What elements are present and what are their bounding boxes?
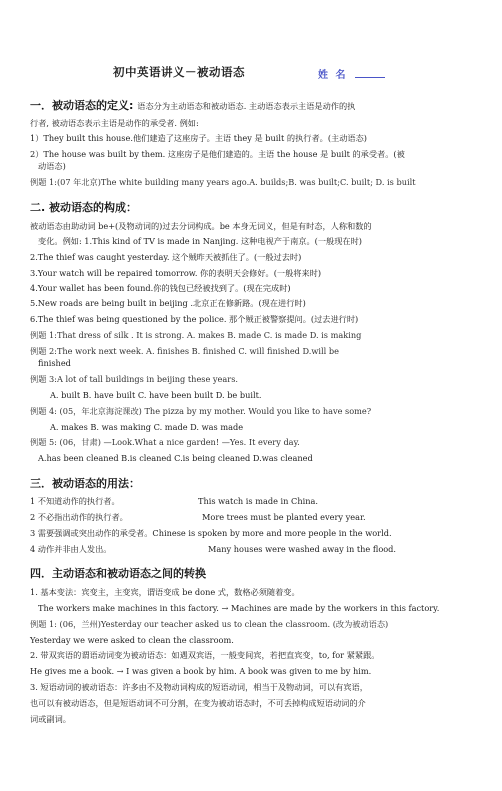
s3-use-2: 2 不必指出动作的执行者。 More trees must be planted every year. <box>30 512 366 522</box>
s2-line-5: 4.Your wallet has been found.你的钱包已经被找到了。(现在完成时) <box>30 283 291 293</box>
title-row <box>0 64 502 80</box>
s1-exercise-1: 例题 1:(07 年北京)The white building many years ago.A. builds;B. was built;C. built; D. is built <box>30 177 416 187</box>
s2-line-3: 2.The thief was caught yesterday. 这个贼昨天被抓住了。(一般过去时) <box>30 252 302 262</box>
s4-rule-3: 3. 短语动词的被动语态：许多由不及物动词构成的短语动词，相当于及物动词，可以有宾语， <box>30 682 368 692</box>
s2-exercise-1: 例题 1:That dress of silk . It is strong. A. makes B. made C. is made D. is making <box>30 330 362 340</box>
s4-rule-1: 1. 基本变法：宾变主，主变宾，谓语变成 be done 式，数格必须随着变。 <box>30 587 300 597</box>
s2-line-7: 6.The thief was being questioned by the police. 那个贼正被警察提问。(过去进行时) <box>30 314 359 324</box>
s4-rule-1-example: The workers make machines in this factory. → Machines are made by the workers in this factory. <box>38 603 440 613</box>
section-2-heading: 二. 被动语态的构成： <box>30 201 138 214</box>
s4-rule-3-cont2: 词或副词。 <box>30 714 71 724</box>
page-title: 初中英语讲义－被动语态 <box>113 65 245 79</box>
s4-rule-2: 2. 带双宾语的谓语动词变为被动语态：如遇双宾语，一般变间宾，若把直宾变，to, for 紧紧跟。 <box>30 650 380 660</box>
s1-def-line2: 行者, 被动语态表示主语是动作的承受者. 例如: <box>30 118 199 128</box>
s2-exercise-5: 例题 5: (06，甘肃) —Look.What a nice garden! —Yes. It every day. <box>30 437 300 447</box>
name-label: 姓 名 <box>318 70 348 81</box>
s2-exercise-2-cont: finished <box>38 358 71 368</box>
s1-example-2: 2）The house was built by them. 这座房子是他们建造的。主语 the house 是 built 的承受者。(被 <box>30 149 405 159</box>
s2-exercise-3: 例题 3:A lot of tall buildings in beijing these years. <box>30 374 239 384</box>
s1-example-1: 1）They built this house.他们建造了这座房子。主语 they 是 built 的执行者。(主动语态) <box>30 133 367 143</box>
s2-exercise-3-options: A. built B. have built C. have been built D. be built. <box>50 390 262 400</box>
s2-exercise-4: 例题 4: (05，年北京海淀课改) The pizza by my mother. Would you like to have some? <box>30 406 372 416</box>
s4-rule-2-example: He gives me a book. → I was given a book by him. A book was given to me by him. <box>30 666 372 676</box>
s4-exercise-1-answer: Yesterday we were asked to clean the classroom. <box>30 635 234 645</box>
s2-line-4: 3.Your watch will be repaired tomorrow. 你的表明天会修好。(一般将来时) <box>30 268 322 278</box>
s4-exercise-1: 例题 1: (06，兰州)Yesterday our teacher asked us to clean the classroom. (改为被动语态) <box>30 619 389 629</box>
s2-line-6: 5.New roads are being built in beijing .北京正在修新路。(现在进行时) <box>30 298 306 308</box>
s3-use-4: 4 动作并非由人发出。 Many houses were washed away in the flood. <box>30 544 397 554</box>
s3-use-3: 3 需要强调或突出动作的承受者。Chinese is spoken by more and more people in the world. <box>30 528 392 538</box>
s2-line-2: 变化。例如: 1.This kind of TV is made in Nanjing. 这种电视产于南京。(一般现在时) <box>38 236 362 246</box>
s3-use-1: 1 不知道动作的执行者。 This watch is made in China. <box>30 496 318 506</box>
s4-rule-3-cont: 也可以有被动语态，但是短语动词不可分割，在变为被动语态时，不可丢掉构成短语动词的介 <box>30 698 366 708</box>
s2-exercise-5-options: A.has been cleaned B.is cleaned C.is being cleaned D.was cleaned <box>38 453 313 463</box>
s2-exercise-4-options: A. makes B. was making C. made D. was made <box>50 422 244 432</box>
section-3-heading: 三．被动语态的用法： <box>30 477 140 490</box>
s2-exercise-2: 例题 2:The work next week. A. finishes B. finished C. will finished D.will be <box>30 346 339 356</box>
name-blank <box>355 77 385 78</box>
section-4-heading: 四．主动语态和被动语态之间的转换 <box>30 567 206 580</box>
section-1-heading: 一．被动语态的定义: 语态分为主动语态和被动语态. 主动语态表示主语是动作的执 <box>30 99 356 112</box>
s2-line-1: 被动语态由助动词 be+(及物动词的)过去分词构成。be 本身无词义，但是有时态，人称和数的 <box>30 221 372 231</box>
s1-example-2-cont: 动语态) <box>38 161 66 171</box>
